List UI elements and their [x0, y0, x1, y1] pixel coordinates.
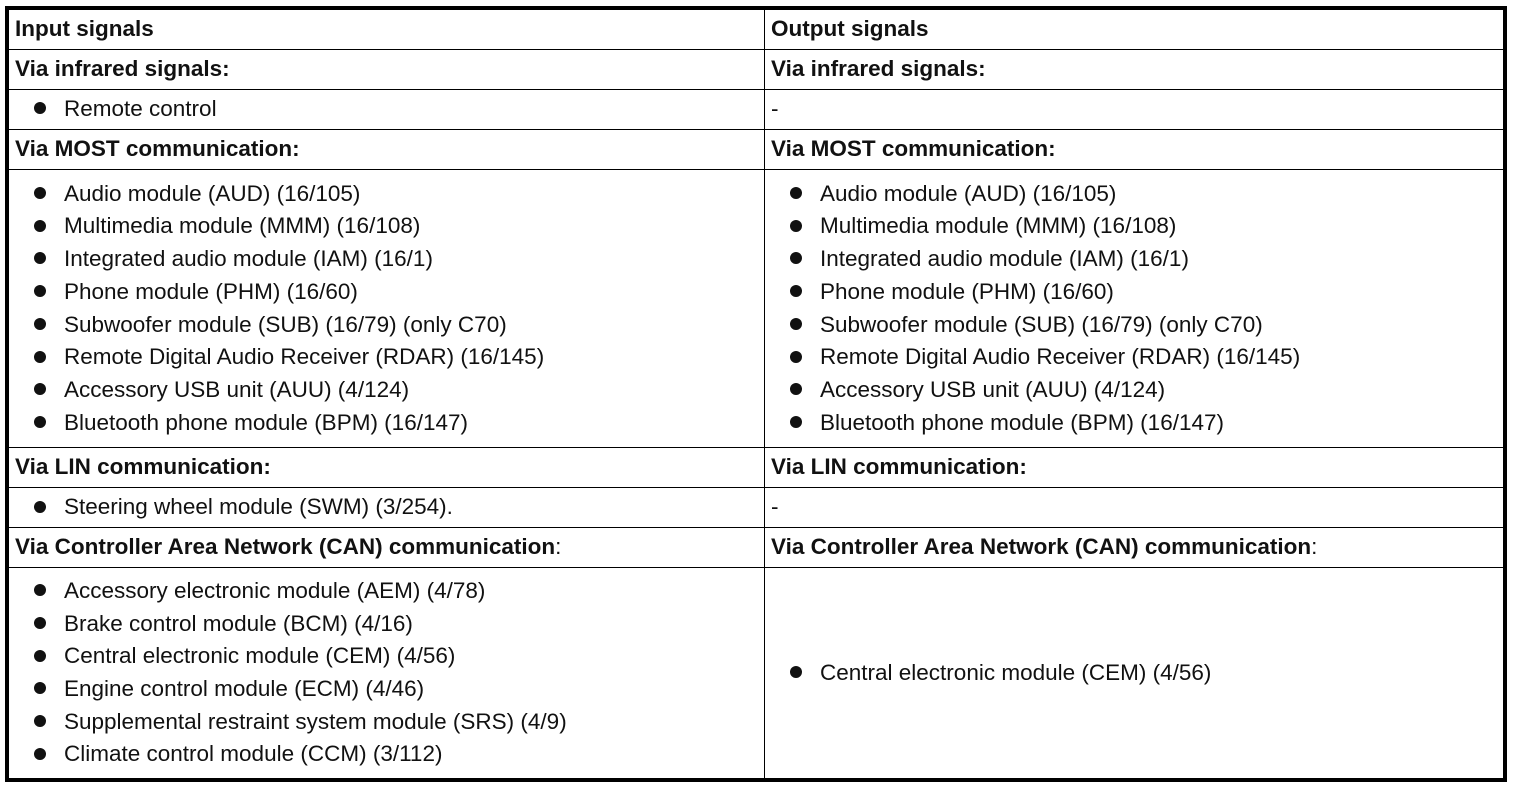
can-input-title-colon: : [555, 534, 562, 560]
lin-input-list [15, 491, 758, 524]
input-signals-header: Input signals [9, 10, 765, 50]
bullet-icon [790, 318, 802, 330]
list-item-text: Supplemental restraint system module (SRS) (4/9) [64, 708, 567, 734]
list-item-text: Multimedia module (MMM) (16/108) [820, 213, 1177, 239]
signals-table-frame [5, 6, 1507, 782]
infrared-input-title: Via infrared signals: [9, 50, 765, 90]
lin-input-title: Via LIN communication: [9, 448, 765, 488]
most-output-cell [765, 170, 1504, 448]
lin-output-title: Via LIN communication: [765, 448, 1504, 488]
bullet-icon [790, 351, 802, 363]
most-section-row [9, 130, 1504, 170]
bullet-icon [34, 416, 46, 428]
bullet-icon [790, 285, 802, 297]
list-item [15, 374, 758, 407]
list-item-text: Central electronic module (CEM) (4/56) [820, 659, 1212, 685]
bullet-icon [790, 220, 802, 232]
list-item-text: Engine control module (ECM) (4/46) [64, 676, 425, 702]
can-input-title [9, 528, 765, 568]
bullet-icon [34, 650, 46, 662]
list-item [15, 178, 758, 211]
list-item [15, 706, 758, 739]
list-item [15, 491, 758, 524]
list-item-text: Integrated audio module (IAM) (16/1) [64, 246, 433, 272]
list-item-text: Bluetooth phone module (BPM) (16/147) [820, 409, 1224, 435]
most-output-list [771, 178, 1497, 440]
list-item [771, 210, 1497, 243]
can-input-title-text: Via Controller Area Network (CAN) communication [15, 534, 556, 560]
bullet-icon [34, 383, 46, 395]
list-item-text: Bluetooth phone module (BPM) (16/147) [64, 409, 468, 435]
most-input-cell [9, 170, 765, 448]
list-item-text: Central electronic module (CEM) (4/56) [64, 643, 456, 669]
bullet-icon [34, 220, 46, 232]
list-item-text: Multimedia module (MMM) (16/108) [64, 213, 421, 239]
list-item [771, 243, 1497, 276]
list-item [771, 178, 1497, 211]
list-item [15, 575, 758, 608]
bullet-icon [34, 351, 46, 363]
list-item-text: Steering wheel module (SWM) (3/254). [64, 494, 453, 520]
most-input-list [15, 178, 758, 440]
list-item-text: Remote control [64, 96, 217, 122]
list-item [15, 210, 758, 243]
can-output-list [771, 657, 1497, 690]
list-item-text: Phone module (PHM) (16/60) [64, 278, 358, 304]
bullet-icon [790, 187, 802, 199]
lin-output-cell [765, 488, 1504, 528]
infrared-input-list [15, 93, 758, 126]
list-item [15, 673, 758, 706]
infrared-output-title: Via infrared signals: [765, 50, 1504, 90]
list-item [771, 309, 1497, 342]
bullet-icon [790, 666, 802, 678]
infrared-input-cell [9, 90, 765, 130]
can-output-title-text: Via Controller Area Network (CAN) communication [771, 534, 1312, 560]
infrared-output-cell [765, 90, 1504, 130]
list-item [15, 407, 758, 440]
output-signals-header: Output signals [765, 10, 1504, 50]
can-output-title [765, 528, 1504, 568]
list-item-text: Remote Digital Audio Receiver (RDAR) (16/145) [820, 344, 1301, 370]
bullet-icon [34, 715, 46, 727]
list-item [771, 407, 1497, 440]
list-item [15, 93, 758, 126]
signals-table [8, 9, 1504, 779]
table-header-row [9, 10, 1504, 50]
can-output-title-colon: : [1311, 534, 1318, 560]
bullet-icon [34, 252, 46, 264]
list-item-text: Audio module (AUD) (16/105) [64, 180, 361, 206]
can-input-cell [9, 568, 765, 779]
list-item-text: Subwoofer module (SUB) (16/79) (only C70) [64, 311, 507, 337]
list-item [15, 243, 758, 276]
infrared-items-row [9, 90, 1504, 130]
lin-items-row [9, 488, 1504, 528]
list-item-text: Climate control module (CCM) (3/112) [64, 741, 443, 767]
can-items-row [9, 568, 1504, 779]
most-input-title: Via MOST communication: [9, 130, 765, 170]
list-item [15, 309, 758, 342]
bullet-icon [34, 748, 46, 760]
list-item [771, 276, 1497, 309]
can-output-cell [765, 568, 1504, 779]
list-item-text: Brake control module (BCM) (4/16) [64, 610, 413, 636]
list-item [15, 341, 758, 374]
list-item-text: Accessory electronic module (AEM) (4/78) [64, 577, 486, 603]
bullet-icon [790, 252, 802, 264]
list-item-text: Audio module (AUD) (16/105) [820, 180, 1117, 206]
bullet-icon [790, 383, 802, 395]
infrared-section-row [9, 50, 1504, 90]
most-output-title: Via MOST communication: [765, 130, 1504, 170]
list-item [771, 341, 1497, 374]
bullet-icon [34, 584, 46, 596]
list-item [15, 608, 758, 641]
list-item [15, 738, 758, 771]
list-item [771, 374, 1497, 407]
bullet-icon [34, 318, 46, 330]
list-item-text: Accessory USB unit (AUU) (4/124) [64, 376, 410, 402]
bullet-icon [34, 501, 46, 513]
list-item-text: Integrated audio module (IAM) (16/1) [820, 246, 1189, 272]
infrared-output-empty: - [771, 96, 779, 122]
most-items-row [9, 170, 1504, 448]
list-item-text: Accessory USB unit (AUU) (4/124) [820, 376, 1166, 402]
list-item-text: Subwoofer module (SUB) (16/79) (only C70) [820, 311, 1263, 337]
list-item-text: Phone module (PHM) (16/60) [820, 278, 1114, 304]
bullet-icon [34, 682, 46, 694]
can-input-list [15, 575, 758, 771]
list-item [15, 640, 758, 673]
lin-output-empty: - [771, 494, 779, 520]
bullet-icon [34, 187, 46, 199]
can-section-row [9, 528, 1504, 568]
lin-section-row [9, 448, 1504, 488]
bullet-icon [34, 285, 46, 297]
list-item-text: Remote Digital Audio Receiver (RDAR) (16/145) [64, 344, 545, 370]
list-item [15, 276, 758, 309]
bullet-icon [34, 102, 46, 114]
list-item [771, 657, 1497, 690]
lin-input-cell [9, 488, 765, 528]
bullet-icon [790, 416, 802, 428]
bullet-icon [34, 617, 46, 629]
